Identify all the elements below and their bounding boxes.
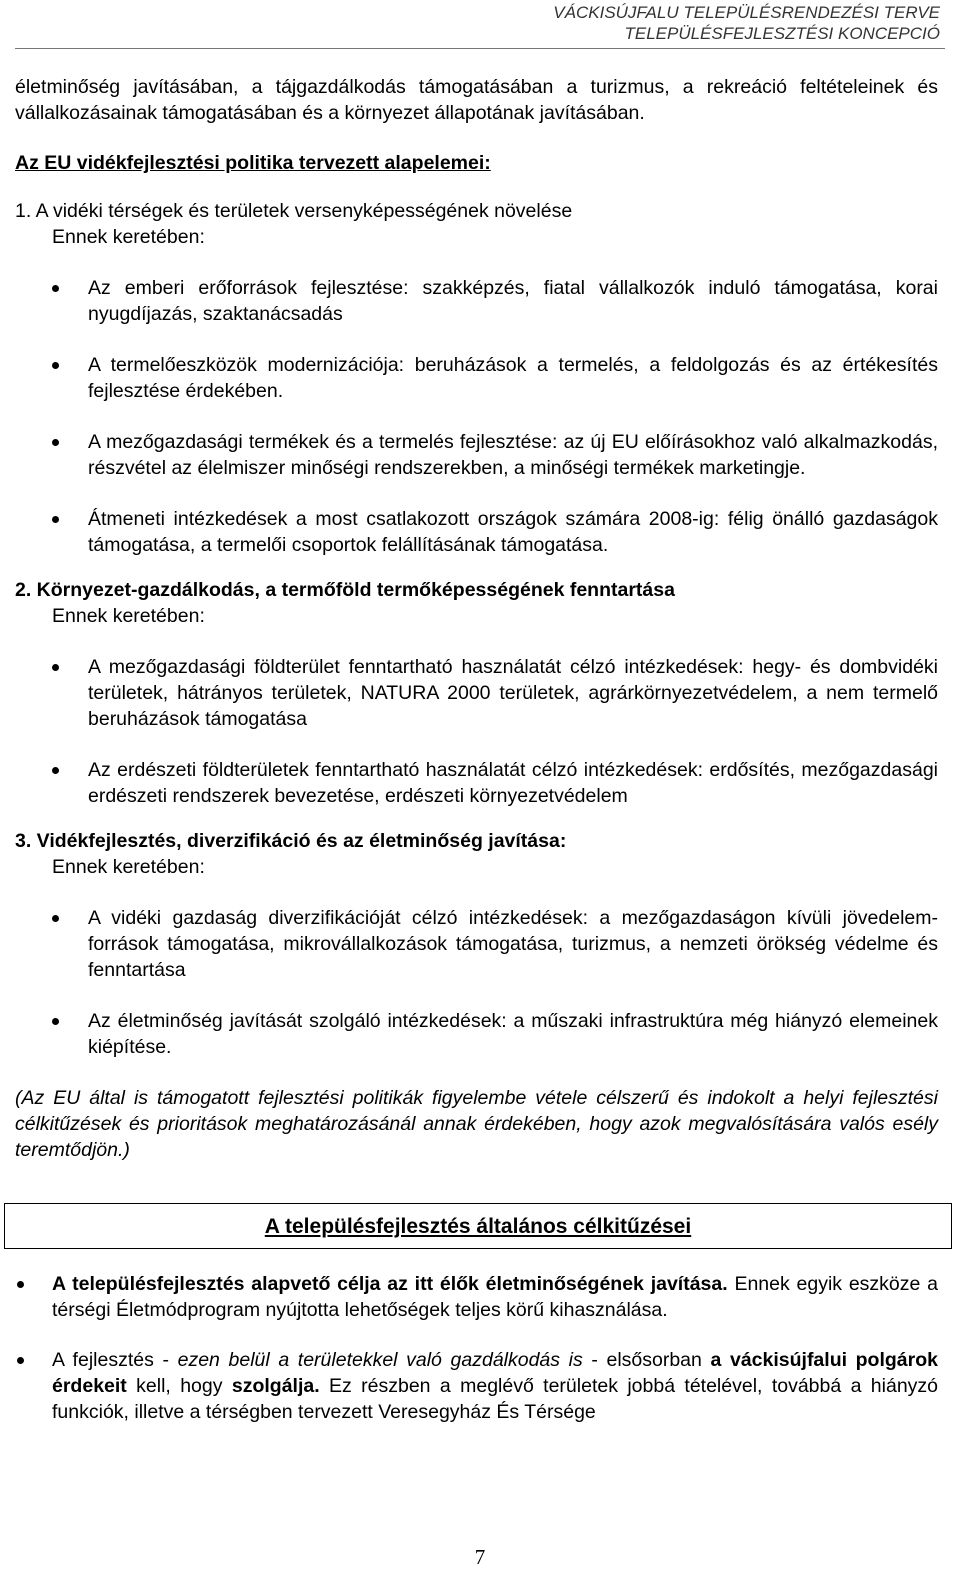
section-1-subtitle: Ennek keretében: bbox=[52, 226, 205, 248]
list-item bbox=[15, 275, 938, 327]
goal-2-part-g: Ez részben a meglévő területek jobbá tételével, továbbá a hiányzó funkciók, illetve a térségben tervezett Veresegyház És Térsége bbox=[52, 1375, 939, 1423]
bullet-icon bbox=[52, 362, 59, 369]
bullet-icon bbox=[52, 516, 59, 523]
goals-list bbox=[15, 1271, 938, 1425]
header-line-2: TELEPÜLÉSFEJLESZTÉSI KONCEPCIÓ bbox=[624, 24, 940, 43]
page-number: 7 bbox=[474, 1545, 486, 1569]
section-1 bbox=[15, 198, 938, 558]
policy-heading-text: Az EU vidékfejlesztési politika tervezett alapelemei: bbox=[15, 152, 491, 174]
section-1-list bbox=[15, 275, 938, 558]
list-item-text: Az életminőség javítását szolgáló intézkedések: a műszaki infrastruktúra még hiányzó elemeinek kiépítése. bbox=[88, 1010, 938, 1058]
boxed-title-text: A településfejlesztés általános célkitűzései bbox=[264, 1215, 692, 1238]
section-3-list bbox=[15, 905, 938, 1060]
bullet-icon bbox=[52, 915, 59, 922]
header-line-1: VÁCKISÚJFALU TELEPÜLÉSRENDEZÉSI TERVE bbox=[553, 3, 940, 22]
goal-2-part-d: a váckisújfalui polgárok érdekeit bbox=[52, 1349, 938, 1397]
goal-1-bold: A településfejlesztés alapvető célja az itt élők életminőségének javítása. bbox=[52, 1273, 728, 1295]
goal-2-part-f: szolgálja. bbox=[231, 1375, 320, 1397]
goal-item bbox=[15, 1271, 938, 1323]
document-body bbox=[15, 74, 938, 1449]
header-divider bbox=[15, 48, 945, 49]
page-header bbox=[553, 2, 940, 44]
list-item-text: Az emberi erőforrások fejlesztése: szakképzés, fiatal vállalkozók induló támogatása, korai nyugdíjazás, szaktanácsadás bbox=[88, 277, 938, 325]
section-2-subtitle: Ennek keretében: bbox=[52, 605, 205, 627]
goal-2-part-c: - elsősorban bbox=[582, 1349, 711, 1371]
list-item bbox=[15, 506, 938, 558]
list-item-text: Az erdészeti földterületek fenntartható használatát célzó intézkedések: erdősítés, mezőgazdasági erdészeti rendszerek bevezetése, erdészeti környezetvédelem bbox=[88, 759, 938, 807]
goal-2-part-b: ezen belül a területekkel való gazdálkodás is bbox=[177, 1349, 583, 1371]
section-2-list bbox=[15, 654, 938, 809]
list-item bbox=[15, 1008, 938, 1060]
bullet-icon bbox=[52, 767, 59, 774]
bullet-icon bbox=[17, 1357, 24, 1364]
list-item-text: A mezőgazdasági termékek és a termelés fejlesztése: az új EU előírásokhoz való alkalmazkodás, részvétel az élelmiszer minőségi rendszerekben, a minőségi termékek marketingje. bbox=[88, 431, 938, 479]
section-3-subtitle: Ennek keretében: bbox=[52, 856, 205, 878]
closing-note: (Az EU által is támogatott fejlesztési politikák figyelembe vétele célszerű és indokolt a helyi fejlesztési célkitűzések és prioritások meghatározásánál annak érdekében, hogy azok megvalósítására valós esély teremtődjön.) bbox=[15, 1087, 938, 1161]
bullet-icon bbox=[52, 285, 59, 292]
section-1-title bbox=[15, 198, 938, 224]
section-2 bbox=[15, 577, 938, 809]
section-1-title-text: 1. A vidéki térségek és területek versenyképességének növelése bbox=[15, 200, 573, 222]
list-item-text: A vidéki gazdaság diverzifikációját célzó intézkedések: a mezőgazdaságon kívüli jövedelem-források támogatása, mikrovállalkozások támogatása, turizmus, a nemzeti örökség védelme és fenntartása bbox=[88, 907, 938, 981]
list-item-text: Átmeneti intézkedések a most csatlakozott országok számára 2008-ig: félig önálló gazdaságok támogatása, a termelői csoportok felállításának támogatása. bbox=[88, 508, 938, 556]
list-item bbox=[15, 429, 938, 481]
list-item-text: A termelőeszközök modernizációja: beruházások a termelés, a feldolgozás és az értékesítés fejlesztése érdekében. bbox=[88, 354, 938, 402]
boxed-section-title bbox=[4, 1203, 952, 1249]
goal-item bbox=[15, 1347, 938, 1425]
list-item bbox=[15, 654, 938, 732]
list-item bbox=[15, 905, 938, 983]
section-2-title: 2. Környezet-gazdálkodás, a termőföld termőképességének fenntartása bbox=[15, 579, 675, 601]
goal-2-part-a: A fejlesztés - bbox=[52, 1349, 178, 1371]
bullet-icon bbox=[17, 1281, 24, 1288]
bullet-icon bbox=[52, 439, 59, 446]
list-item-text: A mezőgazdasági földterület fenntartható használatát célzó intézkedések: hegy- és dombvidéki területek, hátrányos területek, NATURA 2000 területek, agrárkörnyezetvédelem, a nem termelő beruházások támogatása bbox=[88, 656, 938, 730]
section-3 bbox=[15, 828, 938, 1060]
list-item bbox=[15, 757, 938, 809]
bullet-icon bbox=[52, 664, 59, 671]
bullet-icon bbox=[52, 1018, 59, 1025]
list-item bbox=[15, 352, 938, 404]
policy-heading bbox=[15, 150, 938, 176]
goal-2-part-e: kell, hogy bbox=[126, 1375, 232, 1397]
section-3-title: 3. Vidékfejlesztés, diverzifikáció és az életminőség javítása: bbox=[15, 830, 567, 852]
intro-paragraph: életminőség javításában, a tájgazdálkodás támogatásában a turizmus, a rekreáció feltételeinek és vállalkozásainak támogatásában és a környezet állapotának javításában. bbox=[15, 76, 938, 124]
goal-1-rest: Ennek egyik eszköze a térségi Életmódprogram nyújtotta lehetőségek teljes körű kihasználása. bbox=[52, 1273, 938, 1321]
